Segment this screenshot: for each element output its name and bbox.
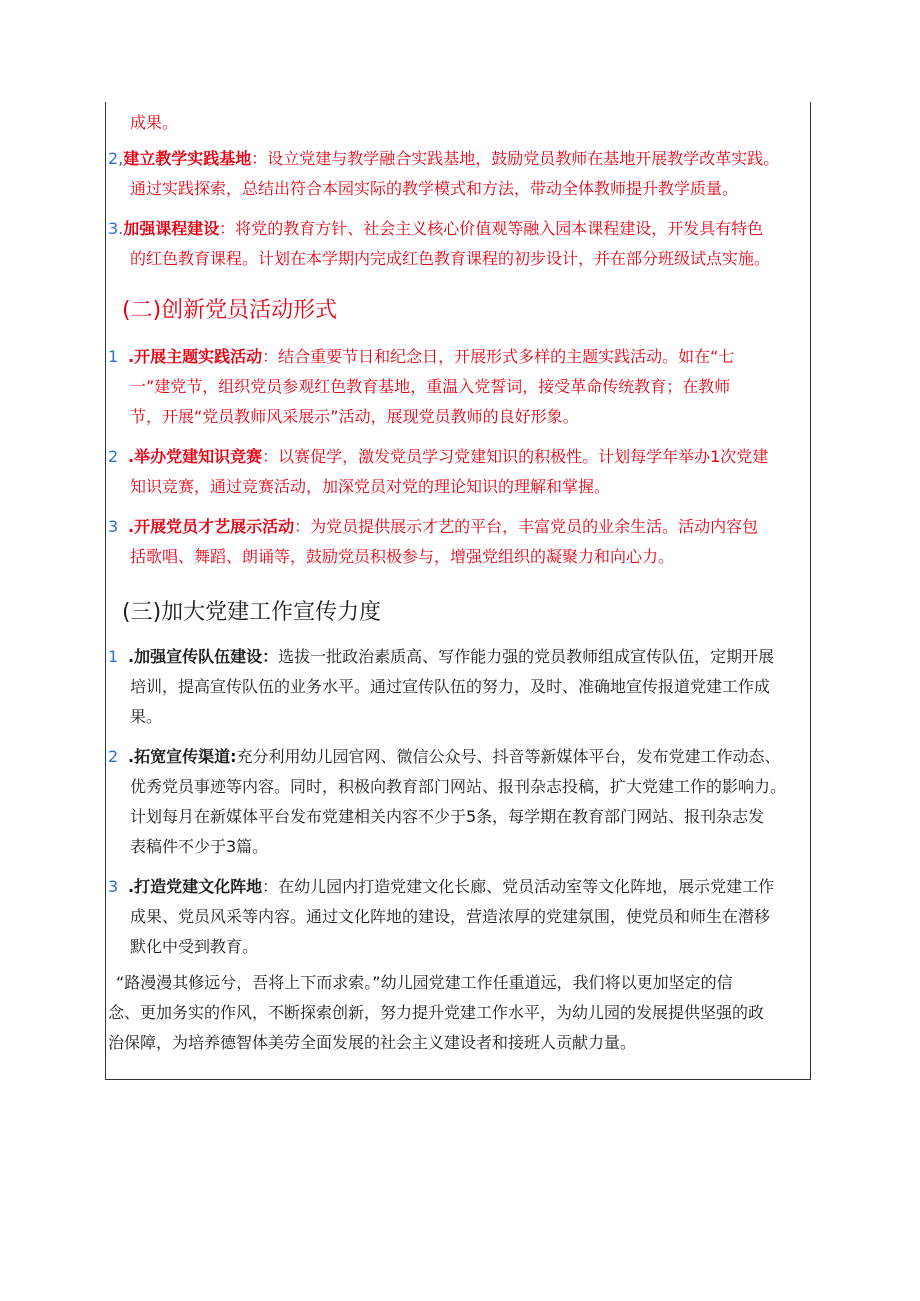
list-item bbox=[108, 442, 808, 502]
item-text: ：将党的教育方针、社会主义核心价值观等融入园本课程建设，开发具有特色 bbox=[219, 219, 764, 238]
item-number: 3 bbox=[108, 877, 119, 896]
item-text: 的红色教育课程。计划在本学期内完成红色教育课程的初步设计，并在部分班级试点实施。 bbox=[130, 249, 771, 268]
list-item bbox=[108, 512, 808, 572]
item-text: 优秀党员事迹等内容。同时，积极向教育部门网站、报刊杂志投稿，扩大党建工作的影响力。 bbox=[130, 777, 787, 796]
item-number: 2 bbox=[108, 747, 119, 766]
closing-text: 治保障，为培养德智体美劳全面发展的社会主义建设者和接班人贡献力量。 bbox=[108, 1033, 637, 1052]
item-text: 知识竞赛，通过竞赛活动，加深党员对党的理论知识的理解和掌握。 bbox=[130, 477, 611, 496]
list-item bbox=[108, 342, 808, 432]
closing-paragraph bbox=[108, 968, 808, 1058]
item-title: 加强课程建设 bbox=[123, 219, 220, 238]
item-title: .加强宣传队伍建设： bbox=[128, 647, 279, 666]
document-body bbox=[108, 106, 808, 1058]
item-text: 果。 bbox=[130, 707, 163, 726]
item-number: 1 bbox=[108, 347, 119, 366]
item-text: 培训，提高宣传队伍的业务水平。通过宣传队伍的努力，及时、准确地宣传报道党建工作成 bbox=[130, 677, 771, 696]
item-number: 2, bbox=[108, 149, 124, 168]
item-title: .开展主题实践活动 bbox=[128, 347, 263, 366]
closing-text: “路漫漫其修远兮，吾将上下而求索。”幼儿园党建工作任重道远，我们将以更加坚定的信 bbox=[116, 973, 733, 992]
section-heading: (三)加大党建工作宣传力度 bbox=[122, 600, 382, 625]
item-number: 3. bbox=[108, 219, 124, 238]
item-text: 表稿件不少于3篇。 bbox=[130, 837, 269, 856]
list-item bbox=[108, 872, 808, 962]
continued-text: 成果。 bbox=[130, 113, 179, 132]
item-text: 通过实践探索，总结出符合本园实际的教学模式和方法，带动全体教师提升教学质量。 bbox=[130, 179, 739, 198]
item-text: 括歌唱、舞蹈、朗诵等，鼓励党员积极参与，增强党组织的凝聚力和向心力。 bbox=[130, 547, 675, 566]
closing-text: 念、更加务实的作风，不断探索创新，努力提升党建工作水平，为幼儿园的发展提供坚强的政 bbox=[108, 1003, 765, 1022]
item-title: .打造党建文化阵地 bbox=[128, 877, 263, 896]
item-title: .开展党员才艺展示活动 bbox=[128, 517, 295, 536]
item-text: 默化中受到教育。 bbox=[130, 937, 259, 956]
item-text: 充分利用幼儿园官网、微信公众号、抖音等新媒体平台，发布党建工作动态、 bbox=[236, 747, 781, 766]
list-item-teaching-base bbox=[108, 144, 808, 204]
item-text: 选拔一批政治素质高、写作能力强的党员教师组成宣传队伍，定期开展 bbox=[278, 647, 775, 666]
section-heading: (二)创新党员活动形式 bbox=[122, 298, 338, 323]
item-number: 1 bbox=[108, 647, 119, 666]
item-text: 一”建党节，组织党员参观红色教育基地，重温入党誓词，接受革命传统教育；在教师 bbox=[130, 377, 731, 396]
list-item bbox=[108, 642, 808, 732]
list-item bbox=[108, 742, 808, 862]
list-item-curriculum bbox=[108, 214, 808, 274]
item-text: ：为党员提供展示才艺的平台，丰富党员的业余生活。活动内容包 bbox=[294, 517, 759, 536]
item-title: .举办党建知识竞赛 bbox=[128, 447, 263, 466]
item-number: 3 bbox=[108, 517, 119, 536]
item-text: ：在幼儿园内打造党建文化长廊、党员活动室等文化阵地，展示党建工作 bbox=[262, 877, 775, 896]
item-text: ：设立党建与教学融合实践基地，鼓励党员教师在基地开展教学改革实践。 bbox=[251, 149, 780, 168]
item-text: ：结合重要节日和纪念日，开展形式多样的主题实践活动。如在“七 bbox=[262, 347, 735, 366]
item-title: .拓宽宣传渠道: bbox=[128, 747, 237, 766]
item-number: 2 bbox=[108, 447, 119, 466]
item-title: 建立教学实践基地 bbox=[123, 149, 252, 168]
item-text: 计划每月在新媒体平台发布党建相关内容不少于5条，每学期在教育部门网站、报刊杂志发 bbox=[130, 807, 765, 826]
item-text: ：以赛促学，激发党员学习党建知识的积极性。计划每学年举办1次党建 bbox=[262, 447, 769, 466]
item-text: 成果、党员风采等内容。通过文化阵地的建设，营造浓厚的党建氛围，使党员和师生在潜移 bbox=[130, 907, 771, 926]
item-text: 节，开展“党员教师风采展示”活动，展现党员教师的良好形象。 bbox=[130, 407, 579, 426]
